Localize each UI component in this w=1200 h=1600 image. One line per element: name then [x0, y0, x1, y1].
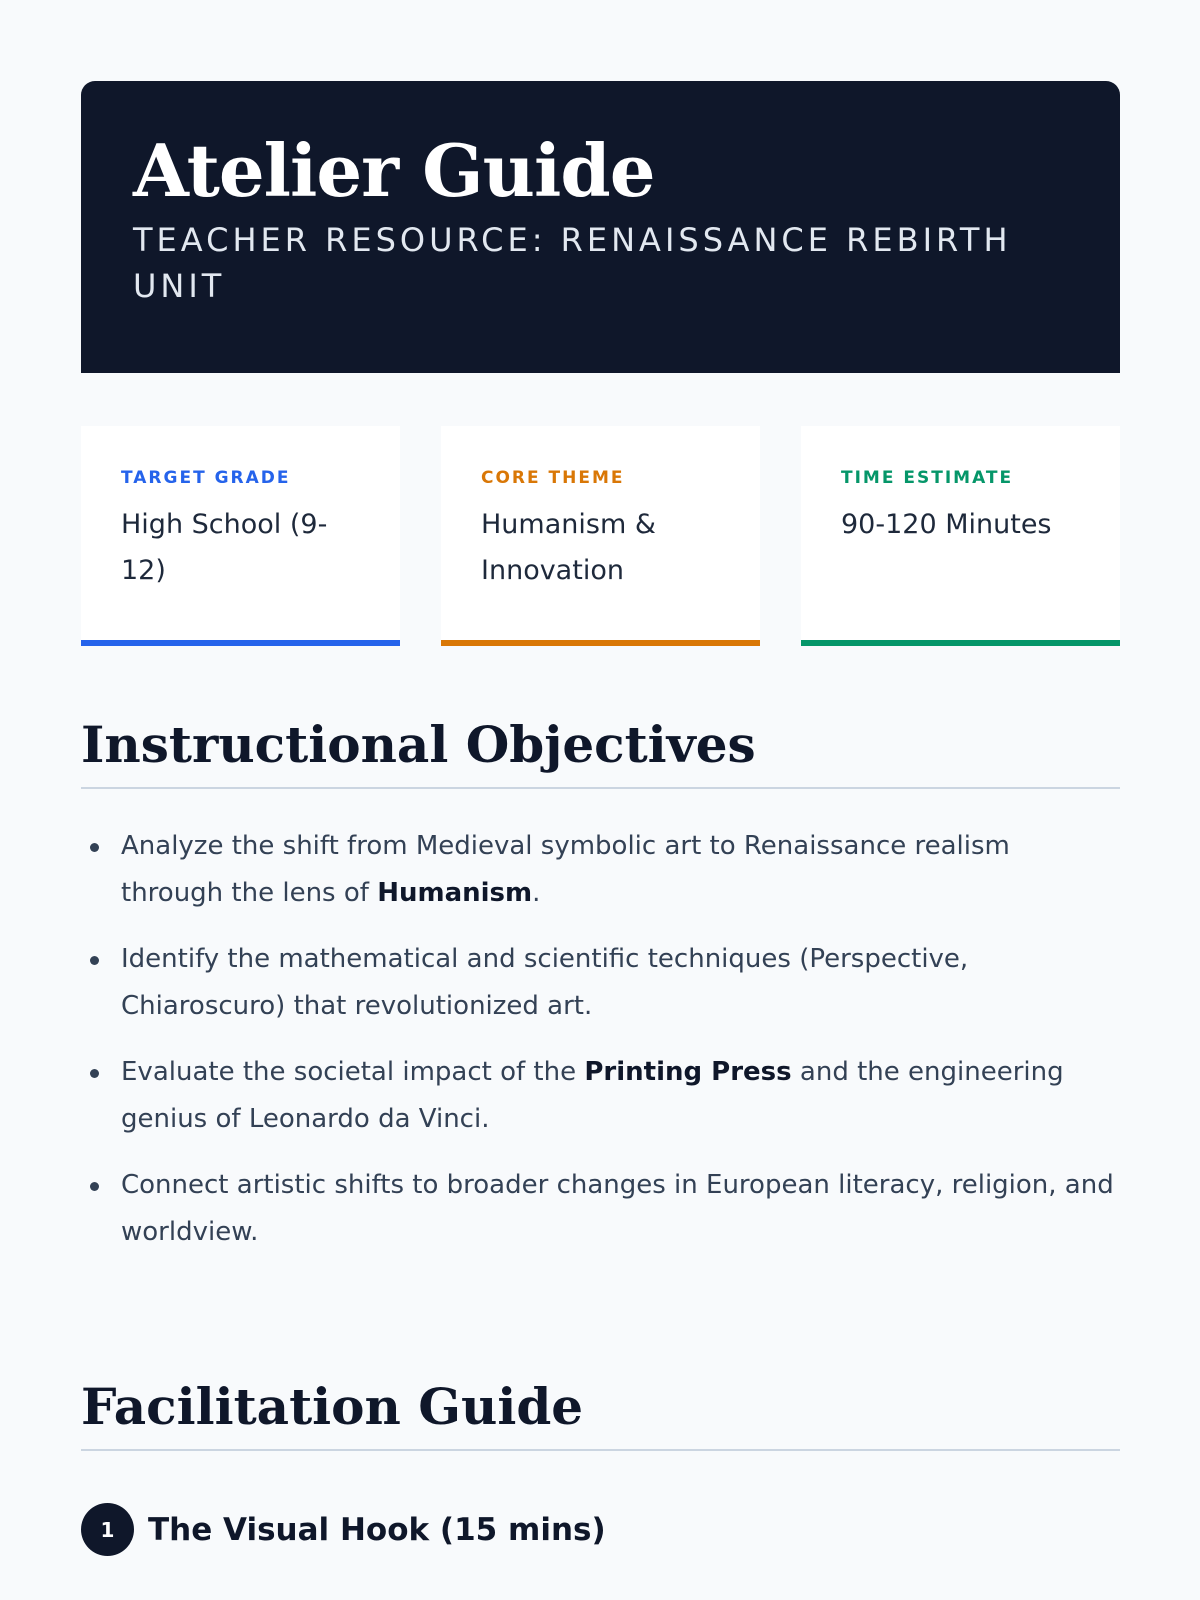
info-card-value: Humanism & Innovation: [481, 509, 656, 586]
info-card-value: 90-120 Minutes: [841, 509, 1052, 540]
info-card-target-grade: [81, 426, 400, 646]
objective-text: Identify the mathematical and scientific techniques (Perspective, Chiaroscuro) that revolutionized art.: [121, 944, 969, 1021]
list-item: [81, 1049, 1120, 1143]
objective-text: Connect artistic shifts to broader changes in European literacy, religion, and worldview.: [121, 1170, 1114, 1247]
objectives-heading: Instructional Objectives: [81, 715, 1120, 789]
bullet-icon: [90, 1069, 99, 1078]
lesson-guide-page: [81, 81, 1120, 1556]
list-item: [81, 936, 1120, 1030]
facilitation-step: [81, 1503, 1120, 1556]
info-card-time-estimate: [801, 426, 1120, 646]
info-card-core-theme: [441, 426, 760, 646]
page-title: Atelier Guide: [133, 128, 655, 213]
step-number-badge: 1: [81, 1503, 134, 1556]
facilitation-heading: Facilitation Guide: [81, 1377, 1120, 1451]
bullet-icon: [90, 956, 99, 965]
objective-text-end: .: [532, 878, 541, 908]
objective-text-end: and the engineering genius of Leonardo da Vinci.: [121, 1057, 1064, 1134]
info-card-label: TIME ESTIMATE: [841, 468, 1014, 488]
bullet-icon: [90, 843, 99, 852]
accent-bar: [441, 640, 760, 646]
objectives-list: [81, 823, 1120, 1256]
info-cards: [81, 426, 1120, 646]
list-item: [81, 1162, 1120, 1256]
page-subtitle: TEACHER RESOURCE: RENAISSANCE REBIRTH UNIT: [133, 221, 1012, 305]
accent-bar: [801, 640, 1120, 646]
list-item: [81, 823, 1120, 917]
info-card-label: CORE THEME: [481, 468, 625, 488]
hero-banner: [81, 81, 1120, 373]
step-title: The Visual Hook (15 mins): [148, 1511, 606, 1548]
accent-bar: [81, 640, 400, 646]
info-card-label: TARGET GRADE: [121, 468, 291, 488]
objective-text: Evaluate the societal impact of the: [121, 1057, 585, 1087]
objective-keyword: Printing Press: [584, 1057, 792, 1087]
info-card-value: High School (9-12): [121, 509, 328, 586]
objective-text: Analyze the shift from Medieval symbolic art to Renaissance realism through the lens of: [121, 831, 1010, 908]
bullet-icon: [90, 1182, 99, 1191]
objective-keyword: Humanism: [377, 878, 533, 908]
